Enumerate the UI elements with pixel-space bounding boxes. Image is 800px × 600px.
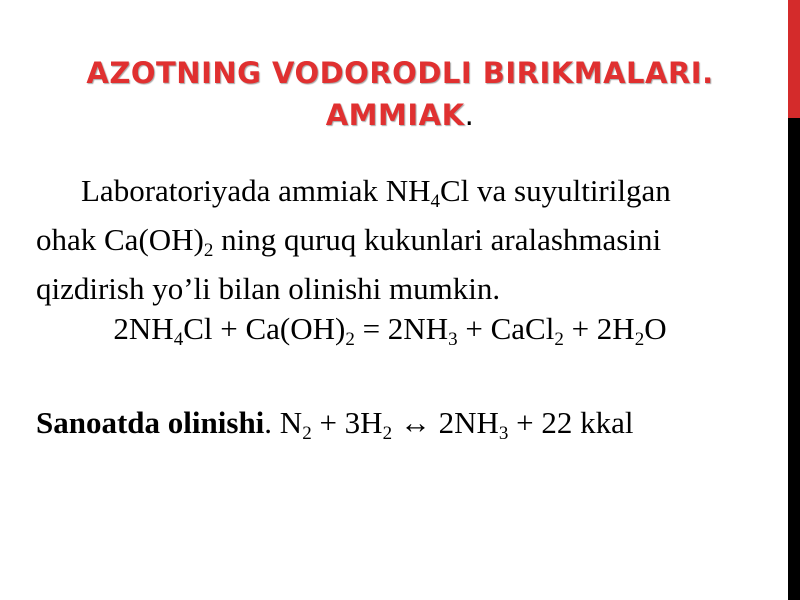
ind-sub-2: 3 xyxy=(498,423,509,444)
ind-part-2: ↔ 2NH xyxy=(392,405,499,440)
para-seg-4: ning quruq kukunlari aralashmasini xyxy=(213,222,662,257)
para-sub-1: 4 xyxy=(430,191,440,212)
eq-part-6: O xyxy=(644,311,667,346)
eq-sub-5: 2 xyxy=(634,329,645,350)
industrial-label: Sanoatda olinishi xyxy=(36,405,265,440)
para-seg-2: Cl va suyultirilgan xyxy=(439,173,671,208)
lab-equation xyxy=(36,309,776,349)
ind-part-3: + 22 kkal xyxy=(508,405,634,440)
eq-sub-3: 3 xyxy=(448,329,458,350)
slide-body xyxy=(36,166,776,447)
eq-sub-1: 4 xyxy=(173,329,184,350)
title-line-2-text: AMMIAK xyxy=(325,98,465,132)
ind-sub-1: 2 xyxy=(382,423,393,444)
slide-title xyxy=(20,52,780,136)
industrial-line xyxy=(36,398,776,447)
eq-part-5: + 2H xyxy=(563,311,635,346)
para-seg-5: qizdirish yo’li bilan olinishi mumkin. xyxy=(36,271,501,306)
eq-part-2: Cl + Ca(OH) xyxy=(183,311,346,346)
ind-sub-0: 2 xyxy=(302,423,312,444)
title-line-1: AZOTNING VODORODLI BIRIKMALARI. xyxy=(86,56,714,90)
title-line-2 xyxy=(20,94,780,136)
eq-part-3: = 2NH xyxy=(354,311,449,346)
title-dot: . xyxy=(464,98,475,132)
eq-part-4: + CaCl xyxy=(457,311,555,346)
ind-part-0: . N xyxy=(264,405,303,440)
para-seg-1: Laboratoriyada ammiak NH xyxy=(81,173,431,208)
para-sub-3: 2 xyxy=(203,240,214,261)
accent-bar-black xyxy=(788,118,800,600)
ind-part-1: + 3H xyxy=(311,405,383,440)
para-seg-3: ohak Ca(OH) xyxy=(36,222,204,257)
lab-paragraph xyxy=(36,166,776,313)
eq-sub-4: 2 xyxy=(554,329,564,350)
accent-bar-red xyxy=(788,0,800,118)
eq-part-1: 2NH xyxy=(113,311,174,346)
eq-sub-2: 2 xyxy=(345,329,355,350)
